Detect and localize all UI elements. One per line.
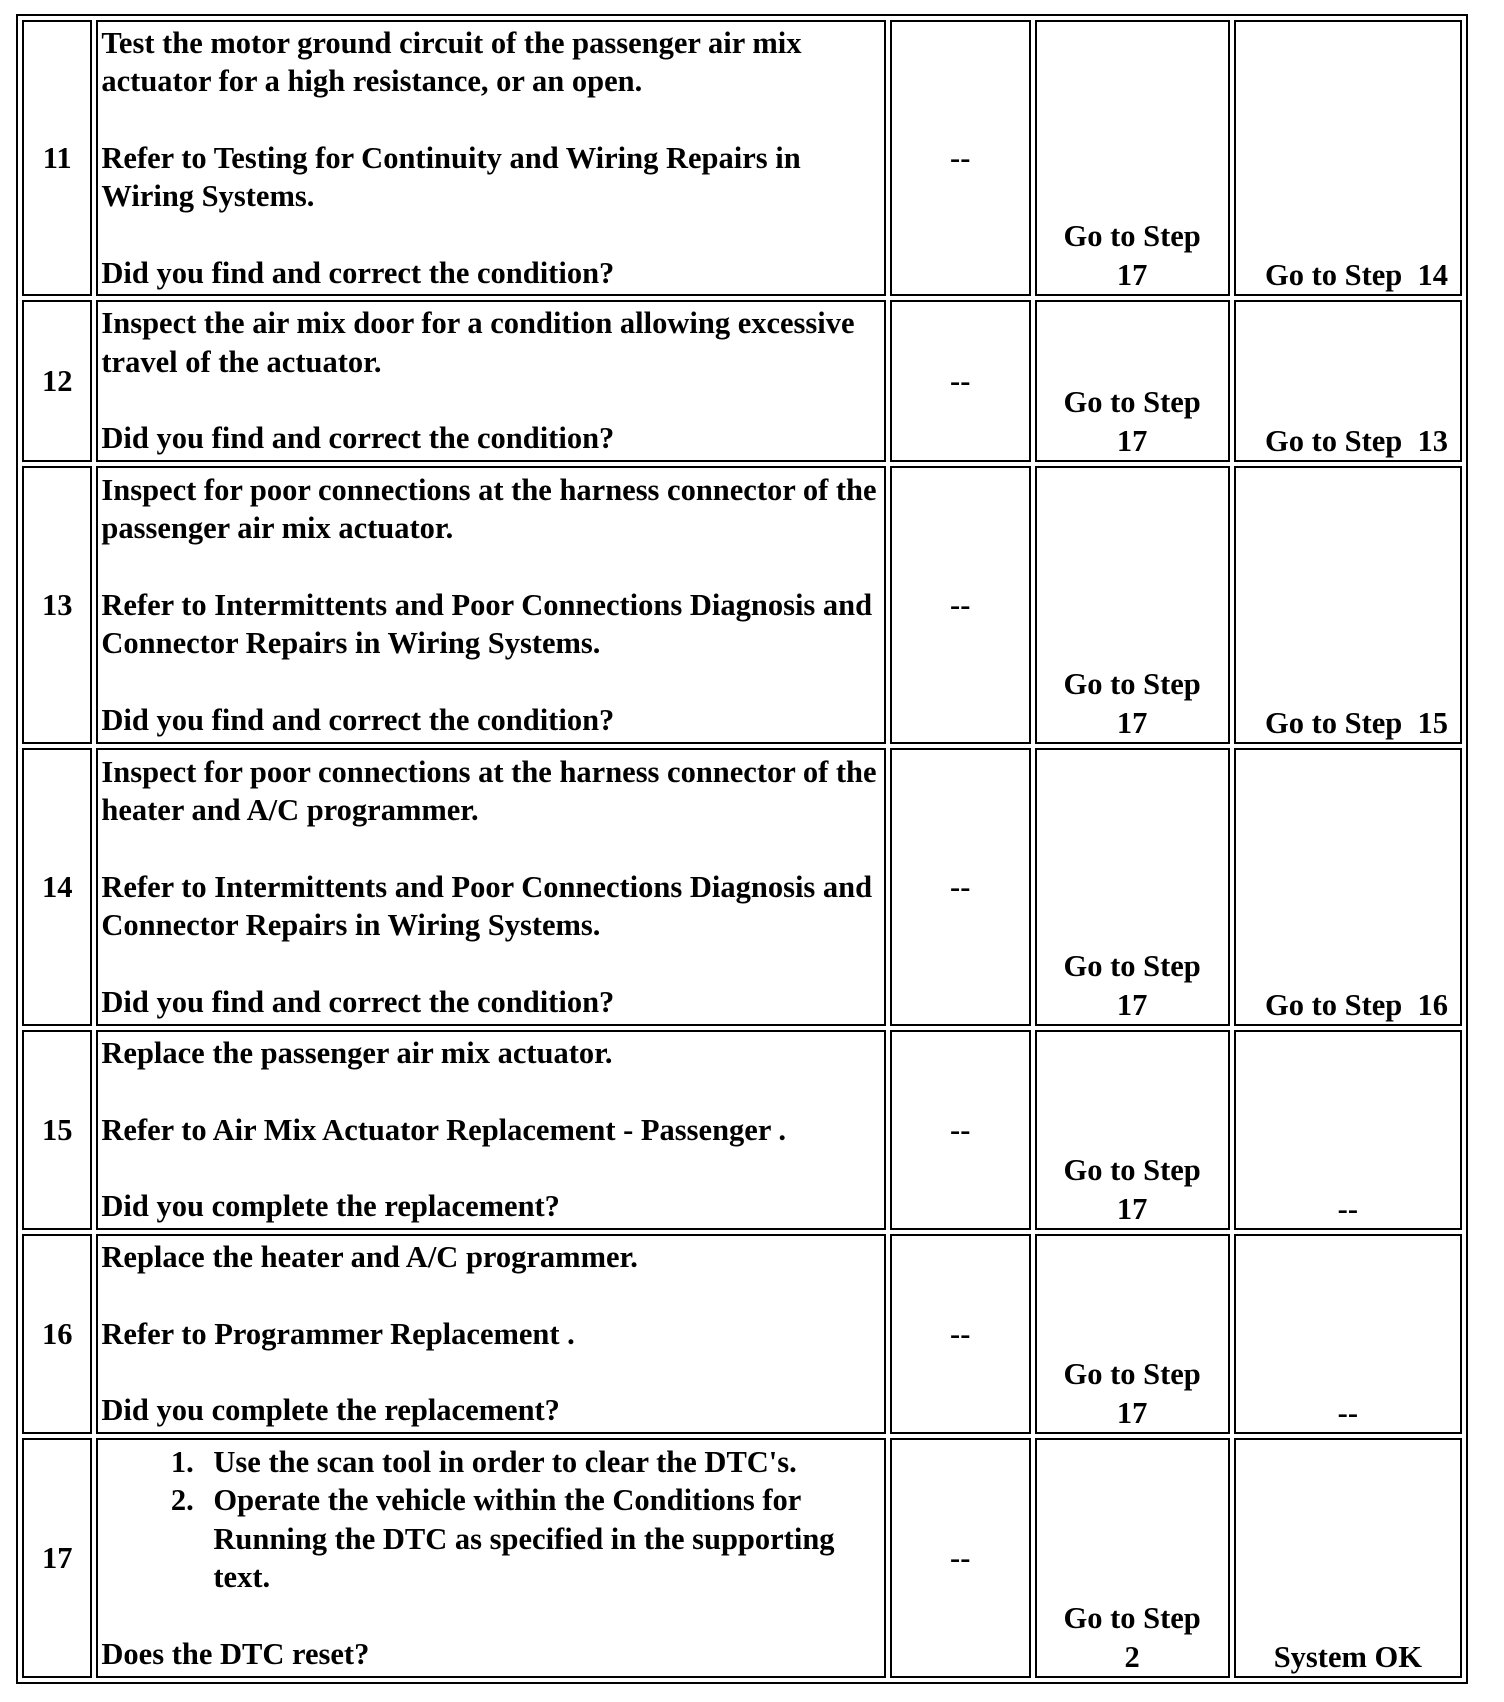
step-yes [1035,20,1230,296]
step-action [96,1438,885,1678]
yes-step-number: 17 [1116,423,1148,458]
table-row [22,466,1462,744]
step-action [96,466,885,744]
step-number: 15 [22,1030,92,1230]
step-yes [1035,1234,1230,1434]
step-value: -- [890,748,1031,1026]
step-yes [1035,748,1230,1026]
action-text: Inspect for poor connections at the harness connector of the passenger air mix actuator. [101,472,877,546]
step-action [96,300,885,462]
step-action [96,1030,885,1230]
yes-label: Go to Step [1063,1601,1201,1635]
question-text: Did you find and correct the condition? [101,702,615,737]
step-number: 17 [22,1438,92,1678]
yes-label: Go to Step [1063,1357,1201,1391]
yes-label: Go to Step [1063,667,1201,701]
yes-label: Go to Step [1063,949,1201,983]
action-text: Inspect the air mix door for a condition allowing excessive travel of the actuator. [101,306,855,379]
yes-step-number: 2 [1124,1639,1140,1674]
step-no: -- [1234,1234,1462,1434]
question-text: Did you find and correct the condition? [101,421,615,456]
table-row [22,1234,1462,1434]
question-text: Did you complete the replacement? [101,1393,560,1428]
step-value: -- [890,20,1031,296]
substep-list [101,1443,880,1597]
yes-step-number: 17 [1116,705,1148,740]
yes-label: Go to Step [1063,385,1201,419]
step-yes [1035,300,1230,462]
step-no: Go to Step 15 [1234,466,1462,744]
step-no: Go to Step 16 [1234,748,1462,1026]
step-yes [1035,466,1230,744]
question-text: Did you find and correct the condition? [101,255,615,290]
table-row [22,20,1462,296]
step-no: -- [1234,1030,1462,1230]
yes-step-number: 17 [1116,1191,1148,1226]
step-value: -- [890,1030,1031,1230]
yes-step-number: 17 [1116,257,1148,292]
question-text: Did you complete the replacement? [101,1189,560,1224]
step-value: -- [890,1438,1031,1678]
step-yes [1035,1438,1230,1678]
step-no: System OK [1234,1438,1462,1678]
reference-text: Refer to Testing for Continuity and Wiring Repairs in Wiring Systems. [101,140,801,214]
reference-text: Refer to Programmer Replacement . [101,1316,575,1351]
yes-label: Go to Step [1063,219,1201,253]
step-number: 16 [22,1234,92,1434]
reference-text: Refer to Intermittents and Poor Connections Diagnosis and Connector Repairs in Wiring Systems. [101,587,873,661]
step-no: Go to Step 13 [1234,300,1462,462]
table-row [22,1030,1462,1230]
table-row [22,748,1462,1026]
step-action [96,1234,885,1434]
step-value: -- [890,466,1031,744]
step-number: 14 [22,748,92,1026]
reference-text: Refer to Intermittents and Poor Connections Diagnosis and Connector Repairs in Wiring Systems. [101,869,873,943]
step-number: 11 [22,20,92,296]
step-yes [1035,1030,1230,1230]
step-action [96,748,885,1026]
step-value: -- [890,300,1031,462]
step-value: -- [890,1234,1031,1434]
substep-item: 1. Use the scan tool in order to clear the DTC's. [201,1443,880,1482]
step-number: 12 [22,300,92,462]
yes-step-number: 17 [1116,1395,1148,1430]
action-text: Test the motor ground circuit of the passenger air mix actuator for a high resistance, or an open. [101,25,802,99]
table-row [22,300,1462,462]
step-action [96,20,885,296]
reference-text: Refer to Air Mix Actuator Replacement - Passenger . [101,1112,787,1147]
table-row [22,1438,1462,1678]
action-text: Inspect for poor connections at the harness connector of the heater and A/C programmer. [101,754,877,828]
action-text: Replace the heater and A/C programmer. [101,1240,638,1275]
step-no: Go to Step 14 [1234,20,1462,296]
yes-label: Go to Step [1063,1153,1201,1187]
yes-step-number: 17 [1116,987,1148,1022]
action-text: Replace the passenger air mix actuator. [101,1036,613,1071]
question-text: Did you find and correct the condition? [101,984,615,1019]
step-number: 13 [22,466,92,744]
substep-item: 2. Operate the vehicle within the Conditions for Running the DTC as specified in the supporting text. [201,1481,880,1597]
question-text: Does the DTC reset? [101,1636,370,1671]
diagnostic-steps-table [16,14,1468,1684]
